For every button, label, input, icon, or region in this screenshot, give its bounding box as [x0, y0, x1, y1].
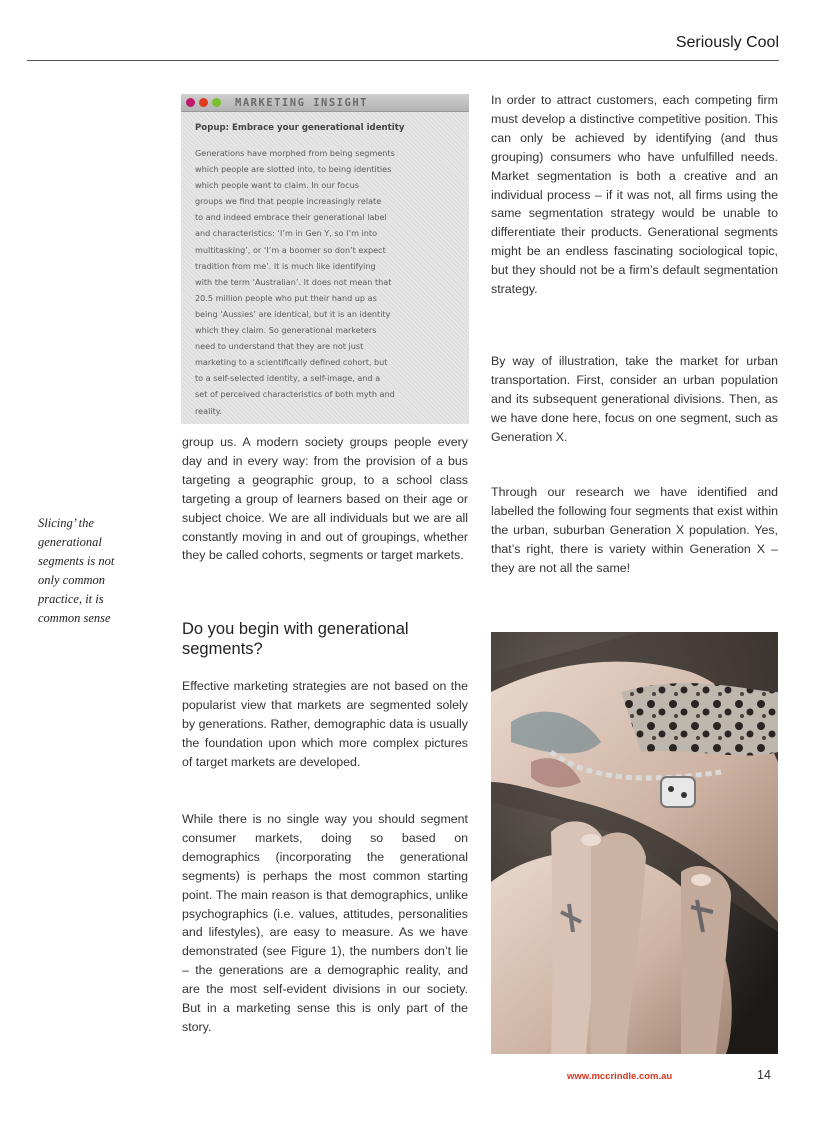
insight-line: reality. — [195, 405, 222, 416]
insight-line: multitasking’, or ‘I’m a boomer so don’t expect — [195, 244, 386, 255]
pull-quote: Slicing’ the generational segments is not only common practice, it is common sense — [38, 516, 115, 625]
right-column-paragraph-1: In order to attract customers, each competing firm must develop a distinctive competitive position. This can only be achieved by identifying (and thus grouping) consumers who have unfulfilled needs. Market segmentation is both a creative and an individual process – if it was not, all firms using the same segmentation strategy would be unable to differentiate their products. Generational segments might be an endless fascinating sociological topic, but they should not be a firm’s default segmentation strategy. — [491, 93, 778, 297]
header-divider — [27, 60, 779, 61]
insight-line: and characteristics: ‘I’m in Gen Y, so I’m into — [195, 228, 378, 239]
insight-line: which they claim. So generational marketers — [195, 325, 377, 336]
magenta-dot-icon — [186, 98, 195, 107]
insight-line: set of perceived characteristics of both myth and — [195, 389, 395, 400]
insight-heading: Popup: Embrace your generational identity — [195, 123, 405, 133]
insight-title-bar — [181, 94, 469, 112]
insight-line: marketing to a scientifically defined cohort, but — [195, 357, 388, 368]
insight-body — [195, 145, 457, 419]
tattooed-hands-photo — [491, 632, 778, 1054]
footer-website-link[interactable]: www.mccrindle.com.au — [567, 1071, 673, 1082]
insight-line: groups we find that people increasingly relate — [195, 196, 382, 207]
red-dot-icon — [199, 98, 208, 107]
insight-line: to a self-selected identity, a self-image, and a — [195, 373, 381, 384]
insight-line: tradition from me’. It is much like identifying — [195, 260, 376, 271]
insight-line: with the term ‘Australian’. It does not mean that — [195, 276, 392, 287]
insight-line: need to understand that they are not just — [195, 341, 364, 352]
insight-line: 20.5 million people who put their hand up as — [195, 292, 377, 303]
left-column-paragraph-3: While there is no single way you should segment consumer markets, doing so based on demographics (incorporating the generational segments) is perhaps the most common starting point. The main reason is that demographics, unlike psychographics (i.e. values, attitudes, personalities and lifestyles), are easy to measure. As we have demonstrated (see Figure 1), the numbers don’t lie – the generations are a demographic reality, and are the most self-evident divisions in our society. But in a marketing sense this is only part of the story. — [182, 812, 468, 1034]
running-header-title: Seriously Cool — [675, 34, 779, 51]
right-column-paragraph-2: By way of illustration, take the market for urban transportation. First, consider an urban population and its subsequent generational divisions. Then, as we have done here, focus on one segment, such as Generation X. — [491, 354, 778, 444]
insight-line: Generations have morphed from being segments — [195, 148, 395, 158]
insight-label: MARKETING INSIGHT — [235, 96, 368, 109]
right-column-paragraph-3: Through our research we have identified and labelled the following four segments that exist within the urban, suburban Generation X population. Yes, that’s right, there is variety within Generation X – they are not all the same! — [491, 485, 778, 575]
left-column-paragraph-2: Effective marketing strategies are not based on the popularist view that markets are segmented solely by generations. Rather, demographic data is usually the foundation upon which more complex pictures of target markets are developed. — [182, 679, 468, 769]
marketing-insight-box — [181, 94, 469, 424]
left-column-paragraph-1: group us. A modern society groups people every day and in every way: from the provision of a bus targeting a geographic group, to a school class targeting a group of learners based on their age or subject choice. We are all individuals but we are all constantly moving in and out of groupings, whether they be called cohorts, segments or target markets. — [182, 435, 468, 563]
green-dot-icon — [212, 98, 221, 107]
photo-illustration — [491, 632, 778, 1054]
section-heading: Do you begin with generational segments? — [182, 620, 409, 658]
insight-line: to and indeed embrace their generational label — [195, 212, 387, 223]
insight-line: which people want to claim. In our focus — [195, 180, 359, 191]
page-number: 14 — [757, 1068, 771, 1082]
insight-line: being ‘Aussies’ are identical, but it is an identity — [195, 308, 391, 319]
insight-line: which people are slotted into, to being identities — [195, 164, 392, 175]
